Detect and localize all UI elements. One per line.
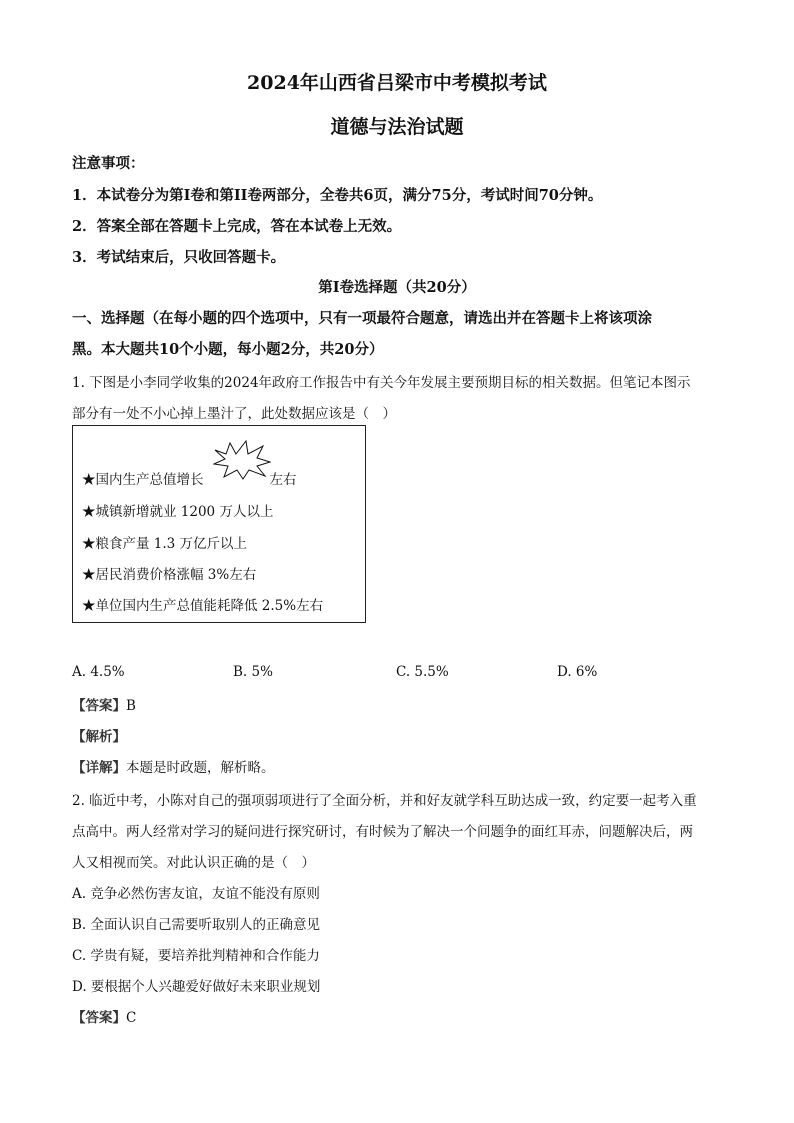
q2-stem-line3: 人又相视而笑。对此认识正确的是（ ） bbox=[72, 855, 315, 871]
q1-detail-tag: 【详解】 bbox=[72, 760, 126, 776]
q2-option-b: B. 全面认识自己需要听取别人的正确意见 bbox=[72, 917, 321, 933]
q1-option-a: A. 4.5% bbox=[72, 664, 125, 680]
q2-stem-line2: 点高中。两人经常对学习的疑问进行探究研讨，有时候为了解决一个问题争的面红耳赤，问题解决后，两 bbox=[72, 824, 693, 840]
q1-stem-line1: 1. 下图是小李同学收集的2024年政府工作报告中有关今年发展主要预期目标的相关数据。但笔记本图示 bbox=[72, 375, 691, 391]
q2-option-d: D. 要根据个人兴趣爱好做好未来职业规划 bbox=[72, 979, 321, 995]
q1-stem-line2: 部分有一处不小心掉上墨汁了，此处数据应该是（ ） bbox=[72, 406, 396, 422]
q2-stem-line1: 2. 临近中考，小陈对自己的强项弱项进行了全面分析，并和好友就学科互助达成一致，约定要一起考入重 bbox=[72, 793, 697, 809]
exam-title: 2024年山西省吕梁市中考模拟考试 bbox=[247, 72, 547, 94]
part-heading-line2: 黑。本大题共10个小题，每小题2分，共20分） bbox=[72, 341, 384, 358]
q2-answer-tag: 【答案】 bbox=[72, 1010, 126, 1026]
q1-analysis-tag: 【解析】 bbox=[72, 729, 126, 745]
notice-item-2: 2．答案全部在答题卡上完成，答在本试卷上无效。 bbox=[72, 218, 402, 235]
box-item-gdp-label: ★国内生产总值增长 bbox=[82, 472, 204, 488]
box-item-grain: ★粮食产量 1.3 万亿斤以上 bbox=[82, 536, 248, 552]
box-item-employment: ★城镇新增就业 1200 万人以上 bbox=[82, 504, 274, 520]
q1-option-b: B. 5% bbox=[233, 664, 273, 680]
notice-item-1: 1．本试卷分为第Ⅰ卷和第ⅠⅠ卷两部分，全卷共6页，满分75分，考试时间70分钟。 bbox=[72, 187, 603, 204]
box-item-energy: ★单位国内生产总值能耗降低 2.5%左右 bbox=[82, 598, 324, 614]
part-heading-line1: 一、选择题（在每小题的四个选项中，只有一项最符合题意，请选出并在答题卡上将该项涂 bbox=[72, 310, 652, 327]
q2-option-c: C. 学贵有疑，要培养批判精神和合作能力 bbox=[72, 948, 320, 964]
exam-subtitle: 道德与法治试题 bbox=[330, 116, 464, 138]
q1-notebook-box bbox=[72, 425, 366, 623]
q2-answer-value: C bbox=[126, 1010, 137, 1026]
notice-item-3: 3．考试结束后，只收回答题卡。 bbox=[72, 249, 286, 266]
q1-option-d: D. 6% bbox=[557, 664, 598, 680]
q2-option-a: A. 竞争必然伤害友谊，友谊不能没有原则 bbox=[72, 886, 320, 902]
q1-detail bbox=[72, 756, 275, 776]
box-item-gdp-suffix: 左右 bbox=[269, 472, 297, 488]
q1-option-c: C. 5.5% bbox=[396, 664, 449, 680]
section-title: 第Ⅰ卷选择题（共20分） bbox=[318, 279, 476, 296]
q1-detail-text: 本题是时政题，解析略。 bbox=[126, 760, 275, 776]
q1-analysis bbox=[72, 725, 126, 745]
q1-answer-tag: 【答案】 bbox=[72, 698, 126, 714]
q1-answer-value: B bbox=[126, 698, 136, 714]
notice-heading: 注意事项： bbox=[72, 155, 145, 172]
box-item-cpi: ★居民消费价格涨幅 3%左右 bbox=[82, 567, 257, 583]
q2-answer bbox=[72, 1006, 136, 1026]
q1-answer bbox=[72, 694, 136, 714]
box-item-gdp bbox=[82, 468, 297, 488]
